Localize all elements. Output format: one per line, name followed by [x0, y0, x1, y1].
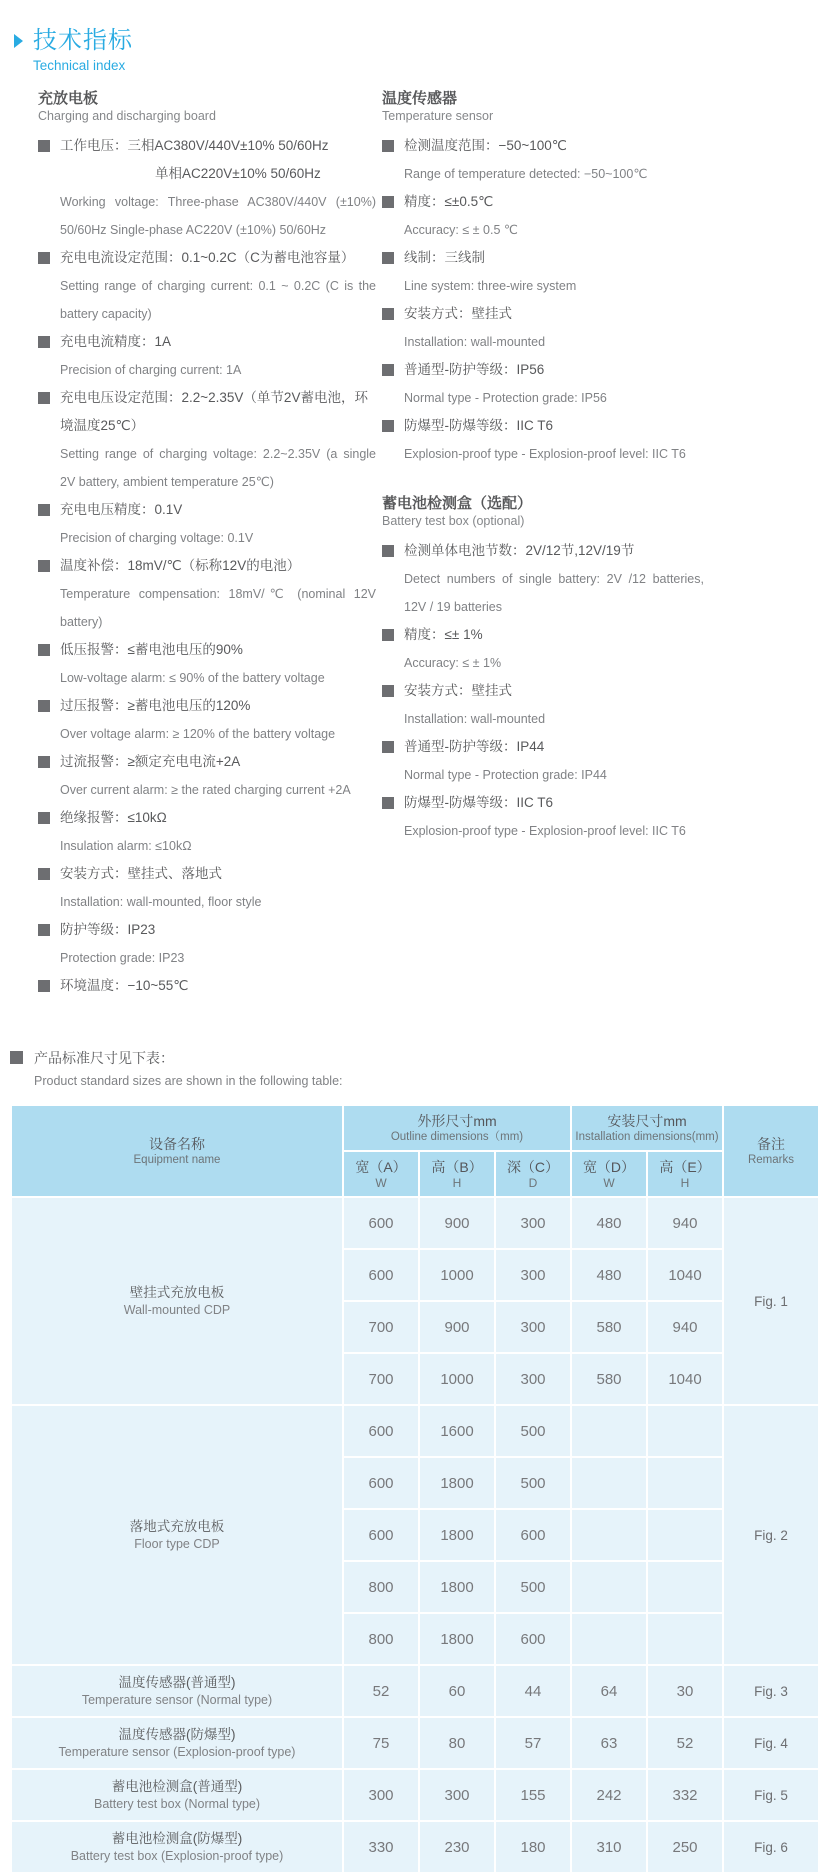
spec-line-cn: 充电电流设定范围：0.1~0.2C（C为蓄电池容量）: [38, 244, 376, 272]
remark-cell: Fig. 2: [723, 1405, 819, 1665]
square-bullet-icon: [38, 336, 50, 348]
section-heading-cn: 蓄电池检测盒（选配）: [382, 495, 533, 512]
right-column: [382, 89, 704, 1000]
dimension-cell: [647, 1509, 723, 1561]
spec-line-cn: 环境温度：−10~55℃: [38, 972, 376, 1000]
dimension-cell: 940: [647, 1301, 723, 1353]
dimension-cell: 44: [495, 1665, 571, 1717]
dimension-subheader-en: H: [680, 1175, 690, 1190]
outline-dimensions-header-cn: 外形尺寸mm: [417, 1113, 497, 1129]
equipment-name-cn: 温度传感器(防爆型): [118, 1726, 236, 1742]
spec-line-cn: 检测温度范围：−50~100℃: [382, 132, 704, 160]
spec-line-en: Detect numbers of single battery: 2V /12 batteries, 12V / 19 batteries: [404, 572, 704, 614]
table-note: [10, 1046, 830, 1092]
dimension-cell: 60: [419, 1665, 495, 1717]
triangle-bullet-icon: [14, 34, 23, 48]
equipment-name-header-en: Equipment name: [133, 1154, 221, 1166]
dimension-cell: 75: [343, 1717, 419, 1769]
section-heading-cn: 充放电板: [38, 90, 99, 107]
spec-line-en: Low-voltage alarm: ≤ 90% of the battery voltage: [60, 671, 325, 685]
table-row: [11, 1405, 819, 1457]
section-heading-cn: 温度传感器: [382, 90, 458, 107]
spec-line-cn: 过压报警：≥蓄电池电压的120%: [38, 692, 376, 720]
dimension-cell: 480: [571, 1197, 647, 1249]
dimension-subheader-cn: 宽（D）: [582, 1158, 636, 1175]
installation-dimensions-header-cn: 安装尺寸mm: [607, 1113, 687, 1129]
square-bullet-icon: [382, 797, 394, 809]
dimension-cell: 600: [343, 1405, 419, 1457]
dimension-cell: [647, 1561, 723, 1613]
square-bullet-icon: [382, 252, 394, 264]
spec-item: [38, 636, 376, 692]
spec-item: [38, 244, 376, 328]
square-bullet-icon: [38, 700, 50, 712]
square-bullet-icon: [382, 308, 394, 320]
dimension-subheader: [571, 1151, 647, 1197]
spec-line-en: Insulation alarm: ≤10kΩ: [60, 839, 192, 853]
equipment-name-en: Battery test box (Explosion-proof type): [70, 1848, 284, 1863]
section-heading-en: Charging and discharging board: [38, 109, 216, 123]
dimension-cell: [571, 1613, 647, 1665]
table-row: [11, 1197, 819, 1249]
spec-line-cn: 线制：三线制: [382, 244, 704, 272]
remark-cell: Fig. 1: [723, 1197, 819, 1405]
dimension-subheader-en: W: [603, 1175, 615, 1190]
dimension-cell: 500: [495, 1405, 571, 1457]
spec-line-cn: 精度：≤±0.5℃: [382, 188, 704, 216]
square-bullet-icon: [38, 868, 50, 880]
spec-line-cn: 普通型-防护等级：IP56: [382, 356, 704, 384]
spec-line-en: Working voltage: Three-phase AC380V/440V (±10%) 50/60Hz Single-phase AC220V (±10%) 50/60Hz: [60, 195, 376, 237]
square-bullet-icon: [382, 364, 394, 376]
spec-line-cn: 安装方式：壁挂式: [382, 300, 704, 328]
page-title: 技术指标: [33, 27, 133, 54]
dimension-cell: [571, 1561, 647, 1613]
spec-line-cn: 防爆型-防爆等级：IIC T6: [382, 789, 704, 817]
dimension-cell: 1040: [647, 1249, 723, 1301]
square-bullet-icon: [38, 756, 50, 768]
equipment-name-en: Floor type CDP: [134, 1536, 220, 1551]
dimension-cell: 580: [571, 1301, 647, 1353]
dimension-cell: 500: [495, 1457, 571, 1509]
square-bullet-icon: [38, 504, 50, 516]
spec-line-en: Temperature compensation: 18mV/℃ (nominal 12V battery): [60, 587, 376, 629]
dimension-cell: 800: [343, 1613, 419, 1665]
spec-line-cn: 充电电压设定范围：2.2~2.35V（单节2V蓄电池，环境温度25℃）: [38, 384, 376, 440]
spec-item: [382, 537, 704, 621]
outline-dimensions-header: [343, 1105, 571, 1151]
spec-item: [38, 804, 376, 860]
dimension-cell: 900: [419, 1197, 495, 1249]
spec-line-en: Accuracy: ≤ ± 1%: [404, 656, 502, 670]
spec-item: [382, 733, 704, 789]
spec-line-en: Normal type - Protection grade: IP44: [404, 768, 607, 782]
table-header-row: [11, 1105, 819, 1151]
dimension-cell: 300: [343, 1769, 419, 1821]
square-bullet-icon: [382, 545, 394, 557]
dimension-cell: 63: [571, 1717, 647, 1769]
remark-cell: Fig. 5: [723, 1769, 819, 1821]
spec-item: [382, 412, 704, 468]
dimension-cell: 310: [571, 1821, 647, 1872]
dimension-cell: 230: [419, 1821, 495, 1872]
spec-section: [38, 89, 376, 1000]
spec-line-cn: 温度补偿：18mV/℃（标称12V的电池）: [38, 552, 376, 580]
square-bullet-icon: [38, 392, 50, 404]
spec-line-en: Installation: wall-mounted: [404, 335, 546, 349]
dimension-cell: 52: [647, 1717, 723, 1769]
dimension-subheader: [419, 1151, 495, 1197]
dimension-cell: 300: [495, 1353, 571, 1405]
dimension-cell: 330: [343, 1821, 419, 1872]
spec-line-en: Line system: three-wire system: [404, 279, 577, 293]
dimension-cell: 600: [343, 1197, 419, 1249]
dimension-cell: 1800: [419, 1613, 495, 1665]
dimension-cell: 1800: [419, 1561, 495, 1613]
spec-item: [38, 972, 376, 1000]
square-bullet-icon: [38, 252, 50, 264]
table-note-en: Product standard sizes are shown in the following table:: [34, 1074, 343, 1088]
spec-item: [38, 748, 376, 804]
dimension-cell: 600: [495, 1613, 571, 1665]
spec-line-en: Installation: wall-mounted: [404, 712, 546, 726]
remark-cell: Fig. 3: [723, 1665, 819, 1717]
dimension-subheader-en: H: [452, 1175, 462, 1190]
table-row: [11, 1769, 819, 1821]
dimension-cell: 580: [571, 1353, 647, 1405]
spec-line-en: Setting range of charging current: 0.1 ~ 0.2C (C is the battery capacity): [60, 279, 376, 321]
spec-line-en: Over current alarm: ≥ the rated charging current +2A: [60, 783, 351, 797]
dimension-cell: 180: [495, 1821, 571, 1872]
square-bullet-icon: [38, 644, 50, 656]
spec-line-cn: 普通型-防护等级：IP44: [382, 733, 704, 761]
spec-line-cn: 充电电流精度：1A: [38, 328, 376, 356]
dimension-cell: 52: [343, 1665, 419, 1717]
spec-item: [38, 860, 376, 916]
dimension-cell: 600: [343, 1509, 419, 1561]
dimension-cell: 1000: [419, 1249, 495, 1301]
dimension-cell: 57: [495, 1717, 571, 1769]
equipment-name-cell: [11, 1717, 343, 1769]
dimension-cell: [571, 1457, 647, 1509]
equipment-name-cell: [11, 1405, 343, 1665]
equipment-name-cell: [11, 1769, 343, 1821]
spec-line-en: Normal type - Protection grade: IP56: [404, 391, 607, 405]
dimension-cell: 155: [495, 1769, 571, 1821]
installation-dimensions-header-en: Installation dimensions(mm): [575, 1131, 719, 1143]
square-bullet-icon: [10, 1051, 23, 1064]
dimension-cell: [571, 1405, 647, 1457]
spec-item: [38, 328, 376, 384]
dimension-cell: 242: [571, 1769, 647, 1821]
dimension-subheader: [495, 1151, 571, 1197]
square-bullet-icon: [38, 140, 50, 152]
square-bullet-icon: [382, 685, 394, 697]
spec-line-en: Precision of charging current: 1A: [60, 363, 242, 377]
spec-item: [382, 188, 704, 244]
dimension-subheader-en: W: [375, 1175, 387, 1190]
spec-item: [38, 552, 376, 636]
dimension-cell: 500: [495, 1561, 571, 1613]
dimension-cell: 332: [647, 1769, 723, 1821]
square-bullet-icon: [382, 741, 394, 753]
spec-item: [38, 916, 376, 972]
table-row: [11, 1665, 819, 1717]
dimension-cell: [571, 1509, 647, 1561]
spec-section: [382, 494, 704, 845]
equipment-name-header: [11, 1105, 343, 1197]
spec-line-cn: 检测单体电池节数：2V/12节,12V/19节: [382, 537, 704, 565]
equipment-name-en: Temperature sensor (Explosion-proof type): [58, 1744, 296, 1759]
table-note-cn: [10, 1046, 830, 1070]
dimension-cell: 940: [647, 1197, 723, 1249]
equipment-name-en: Temperature sensor (Normal type): [81, 1692, 273, 1707]
spec-item: [382, 677, 704, 733]
table-note-cn-text: 产品标准尺寸见下表：: [34, 1050, 174, 1066]
spec-line-cn: 安装方式：壁挂式、落地式: [38, 860, 376, 888]
spec-item: [382, 244, 704, 300]
dimension-subheader-cn: 高（E）: [659, 1158, 711, 1175]
dimension-subheader: [647, 1151, 723, 1197]
page-header: [14, 28, 830, 73]
remarks-header-en: Remarks: [747, 1154, 794, 1166]
equipment-name-cell: [11, 1821, 343, 1872]
spec-line-cn: 工作电压：三相AC380V/440V±10% 50/60Hz: [38, 132, 376, 160]
spec-line-cn: 过流报警：≥额定充电电流+2A: [38, 748, 376, 776]
spec-item: [382, 132, 704, 188]
spec-line-cn: 防护等级：IP23: [38, 916, 376, 944]
square-bullet-icon: [382, 196, 394, 208]
dimension-cell: 300: [495, 1249, 571, 1301]
spec-line-cn: 充电电压精度：0.1V: [38, 496, 376, 524]
dimension-cell: 600: [343, 1457, 419, 1509]
dimension-cell: 1800: [419, 1509, 495, 1561]
outline-dimensions-header-en: Outline dimensions（mm): [390, 1131, 524, 1143]
table-row: [11, 1717, 819, 1769]
equipment-name-en: Wall-mounted CDP: [123, 1302, 231, 1317]
dimension-cell: 1600: [419, 1405, 495, 1457]
equipment-name-cn: 落地式充放电板: [129, 1518, 225, 1534]
spec-line-cn: 精度：≤± 1%: [382, 621, 704, 649]
dimension-subheader-cn: 宽（A）: [355, 1158, 407, 1175]
dimension-cell: 250: [647, 1821, 723, 1872]
spec-line-en: Accuracy: ≤ ± 0.5 ℃: [404, 223, 518, 237]
spec-line-cn: 低压报警：≤蓄电池电压的90%: [38, 636, 376, 664]
spec-line-en: Setting range of charging voltage: 2.2~2.35V (a single 2V battery, ambient temperature 25℃): [60, 447, 376, 489]
dimension-cell: 700: [343, 1353, 419, 1405]
dimension-cell: [647, 1405, 723, 1457]
spec-section: [382, 89, 704, 468]
page-subtitle: Technical index: [33, 58, 126, 73]
spec-item: [382, 621, 704, 677]
dimension-cell: 700: [343, 1301, 419, 1353]
spec-line-en: Range of temperature detected: −50~100℃: [404, 167, 648, 181]
spec-line-cn: 防爆型-防爆等级：IIC T6: [382, 412, 704, 440]
dimension-cell: 900: [419, 1301, 495, 1353]
spec-item: [38, 132, 376, 244]
equipment-name-en: Battery test box (Normal type): [93, 1796, 261, 1811]
spec-line-en: Precision of charging voltage: 0.1V: [60, 531, 254, 545]
equipment-name-cn: 蓄电池检测盒(防爆型): [111, 1830, 243, 1846]
dimension-cell: 300: [495, 1301, 571, 1353]
spec-line-en: Explosion-proof type - Explosion-proof level: IIC T6: [404, 447, 686, 461]
dimension-cell: 480: [571, 1249, 647, 1301]
spec-item: [38, 692, 376, 748]
dimension-cell: [647, 1613, 723, 1665]
left-column: [38, 89, 376, 1000]
dimension-cell: [647, 1457, 723, 1509]
remark-cell: Fig. 4: [723, 1717, 819, 1769]
section-heading-en: Battery test box (optional): [382, 514, 525, 528]
dimension-cell: 80: [419, 1717, 495, 1769]
product-size-table: [10, 1104, 820, 1872]
dimension-cell: 300: [419, 1769, 495, 1821]
square-bullet-icon: [38, 560, 50, 572]
dimension-subheader-cn: 深（C）: [506, 1158, 560, 1175]
square-bullet-icon: [38, 812, 50, 824]
page-title-block: [33, 28, 133, 73]
equipment-name-cn: 蓄电池检测盒(普通型): [111, 1778, 243, 1794]
square-bullet-icon: [382, 140, 394, 152]
spec-item: [38, 384, 376, 496]
spec-line-cn: 绝缘报警：≤10kΩ: [38, 804, 376, 832]
table-row: [11, 1821, 819, 1872]
dimension-subheader-en: D: [528, 1175, 538, 1190]
installation-dimensions-header: [571, 1105, 723, 1151]
spec-item: [38, 496, 376, 552]
spec-item: [382, 789, 704, 845]
dimension-cell: 600: [495, 1509, 571, 1561]
equipment-name-cn: 壁挂式充放电板: [129, 1284, 225, 1300]
square-bullet-icon: [382, 629, 394, 641]
remark-cell: Fig. 6: [723, 1821, 819, 1872]
square-bullet-icon: [38, 924, 50, 936]
dimension-cell: 30: [647, 1665, 723, 1717]
equipment-name-cn: 温度传感器(普通型): [118, 1674, 236, 1690]
spec-columns: [38, 89, 830, 1000]
spec-item: [382, 356, 704, 412]
dimension-cell: 1800: [419, 1457, 495, 1509]
dimension-cell: 300: [495, 1197, 571, 1249]
spec-line-en: Explosion-proof type - Explosion-proof level: IIC T6: [404, 824, 686, 838]
square-bullet-icon: [382, 420, 394, 432]
spec-line-en: Protection grade: IP23: [60, 951, 185, 965]
dimension-subheader: [343, 1151, 419, 1197]
dimension-cell: 1000: [419, 1353, 495, 1405]
remarks-header-cn: 备注: [757, 1136, 785, 1152]
section-heading-en: Temperature sensor: [382, 109, 494, 123]
spec-line-en: Over voltage alarm: ≥ 120% of the battery voltage: [60, 727, 336, 741]
equipment-name-cell: [11, 1665, 343, 1717]
spec-line-en: Installation: wall-mounted, floor style: [60, 895, 262, 909]
equipment-name-header-cn: 设备名称: [149, 1136, 205, 1152]
spec-line-cn: 安装方式：壁挂式: [382, 677, 704, 705]
spec-item: [382, 300, 704, 356]
dimension-cell: 1040: [647, 1353, 723, 1405]
dimension-cell: 800: [343, 1561, 419, 1613]
equipment-name-cell: [11, 1197, 343, 1405]
spec-line-cn-cont: 单相AC220V±10% 50/60Hz: [155, 166, 321, 181]
dimension-cell: 600: [343, 1249, 419, 1301]
dimension-subheader-cn: 高（B）: [431, 1158, 483, 1175]
remarks-header: [723, 1105, 819, 1197]
dimension-cell: 64: [571, 1665, 647, 1717]
square-bullet-icon: [38, 980, 50, 992]
